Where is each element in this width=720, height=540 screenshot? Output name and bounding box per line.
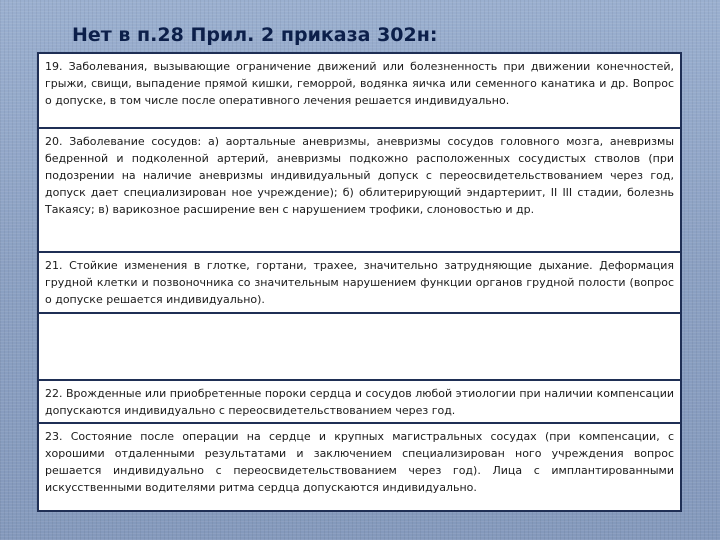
row-text: 21. Стойкие изменения в глотке, гортани, трахее, значительно затрудняющие дыхание. Деформация грудной клетки и позвоночника со значительным нарушением функции органов грудной полости (вопрос о допуске решается индивидуально). <box>45 259 674 306</box>
table-row <box>39 381 680 424</box>
row-text: 19. Заболевания, вызывающие ограничение движений или болезненность при движении конечностей, грыжи, свищи, выпадение прямой кишки, геморрой, водянка яичка или семенного канатика и др. Вопрос о допуске, в том числе после оперативного лечения решается индивидуально. <box>45 60 674 107</box>
table-row <box>39 129 680 253</box>
empty-table-row <box>39 314 680 381</box>
table-row <box>39 253 680 314</box>
slide-title: Нет в п.28 Прил. 2 приказа 302н: <box>72 24 438 46</box>
row-text: 22. Врожденные или приобретенные пороки сердца и сосудов любой этиологии при наличии компенсации допускаются индивидуально с переосвидетельствованием через год. <box>45 387 674 417</box>
row-text: 20. Заболевание сосудов: а) аортальные аневризмы, аневризмы сосудов головного мозга, аневризмы бедренной и подколенной артерий, аневризмы подкожно расположенных сосудистых стволов (при подозрении на наличие аневризмы индивидуальный допуск с переосвидетельствованием через год, допуск дает специализирован ное учреждение); б) облитерирующий эндартериит, II III стадии, болезнь Такаясу; в) варикозное расширение вен с нарушением трофики, слоновостью и др. <box>45 135 674 216</box>
table-row <box>39 54 680 129</box>
requirements-table <box>37 52 682 512</box>
table-row <box>39 424 680 510</box>
row-text: 23. Состояние после операции на сердце и крупных магистральных сосудах (при компенсации, с хорошими отдаленными результатами и заключением специализирован ного учреждения вопрос решается индивидуально с переосвидетельствованием через год). Лица с имплантированными искусственными водителями ритма сердца допускаются индивидуально. <box>45 430 674 494</box>
